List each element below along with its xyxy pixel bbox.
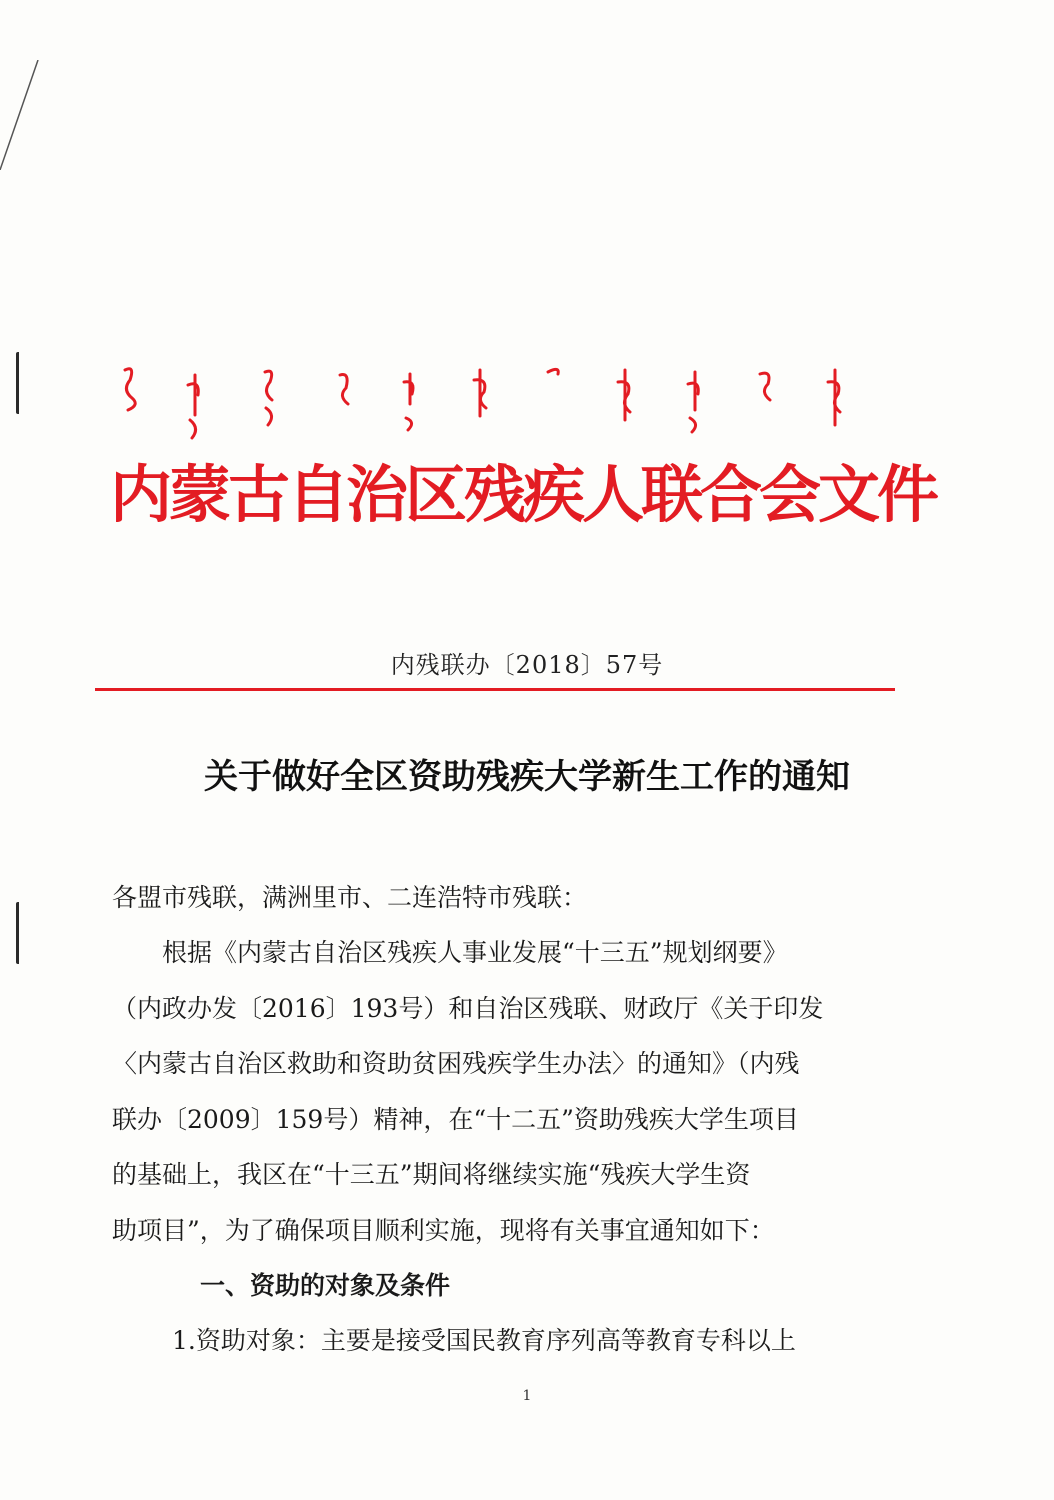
mongolian-script-header — [100, 360, 860, 450]
binding-hole-mark — [16, 352, 23, 414]
paragraph-line: 的基础上，我区在“十三五”期间将继续实施“残疾大学生资 — [112, 1160, 751, 1189]
page-fold-mark — [0, 60, 40, 170]
notice-title: 关于做好全区资助残疾大学新生工作的通知 — [204, 757, 850, 797]
binding-hole-mark — [16, 902, 23, 964]
addressee: 各盟市残联，满洲里市、二连浩特市残联： — [112, 883, 588, 912]
paragraph-line: （内政办发〔2016〕193号）和自治区残联、财政厅《关于印发 — [112, 993, 824, 1023]
paragraph-line: 助项目”，为了确保项目顺利实施，现将有关事宜通知如下： — [112, 1215, 775, 1245]
red-separator-line — [95, 688, 895, 691]
body-paragraph — [112, 925, 902, 1258]
paragraph-line: 根据《内蒙古自治区残疾人事业发展“十三五”规划纲要》 — [162, 938, 788, 967]
list-item: 1.资助对象：主要是接受国民教育序列高等教育专科以上 — [172, 1326, 796, 1355]
issuing-agency-title: 内蒙古自治区残疾人联合会文件 — [110, 458, 937, 531]
paragraph-line: 〈内蒙古自治区救助和资助贫困残疾学生办法〉的通知》（内残 — [112, 1049, 800, 1078]
paragraph-line: 联办〔2009〕159号）精神，在“十二五”资助残疾大学生项目 — [112, 1104, 799, 1134]
document-number: 内残联办〔2018〕57号 — [390, 651, 664, 679]
page-number: 1 — [522, 1388, 532, 1404]
section-heading: 一、资助的对象及条件 — [200, 1271, 451, 1300]
